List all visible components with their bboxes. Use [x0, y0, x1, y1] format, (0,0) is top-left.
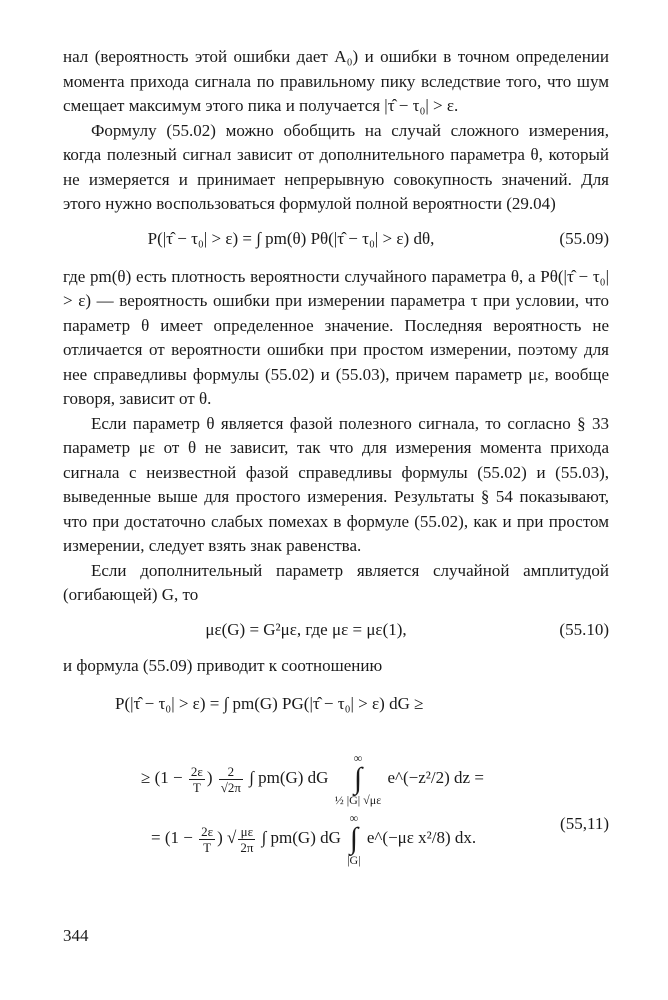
equation-55-11-line-1 [63, 692, 609, 744]
paragraph-6: и формула (55.09) приводит к соотношению [63, 655, 383, 675]
eq-line3-integrand: e^(−με x²/8) dx. [362, 827, 477, 847]
eq-line3-mid: ) √ [217, 827, 237, 847]
integral-sign: ∫ [353, 762, 363, 795]
eq-line2-lower: ½ |G| √με [334, 793, 382, 807]
equation-55-11-line-1-text: P(|τ̂ − τ₀| > ε) = ∫ pm(G) PG(|τ̂ − τ₀| > ε) dG ≥ [115, 694, 424, 713]
eq-line3-frac1-den: T [203, 839, 212, 855]
eq-line2-int: ∫ pm(G) dG [244, 767, 333, 787]
paragraph-1: нал (вероятность этой ошибки дает A₀) и ошибки в точном определении момента прихода сигнала по правильному пику вследствие того, что шум смещает максимум этого пика и получается |τ̂ − τ₀| > ε. [63, 47, 609, 115]
eq-line2-frac1 [189, 764, 205, 795]
eq-line2-frac2-num: 2 [219, 764, 243, 780]
eq-line2-pre: ≥ (1 − [141, 767, 187, 787]
paragraph-2: Формулу (55.02) можно обобщить на случай сложного измерения, когда полезный сигнал зависит от дополнительного параметра θ, который не измеряется и принимает непрерывную совокупность значений. Для этого нужно воспользоваться формулой полной вероятности (29.04) [63, 120, 609, 213]
page-content [63, 45, 609, 872]
integral-sign: ∫ [349, 822, 358, 855]
eq-line2-frac2-den: √2π [220, 779, 241, 795]
eq-line2-limits [335, 752, 382, 806]
equation-55-10 [63, 618, 609, 646]
equation-55-10-number: (55.10) [559, 619, 609, 639]
equation-55-09-lhs: P(|τ̂ − τ₀| > ε) = [147, 228, 257, 248]
eq-line2-integrand: e^(−z²/2) dz = [383, 767, 484, 787]
eq-line3-limits [347, 812, 360, 866]
eq-line2-frac2 [219, 764, 243, 795]
eq-line3-frac1 [199, 824, 215, 855]
paragraph-3: где pm(θ) есть плотность вероятности случайного параметра θ, а Pθ(|τ̂ − τ₀| > ε) — вероятность ошибки при измерении параметра τ при условии, что параметр θ имеет определенное значение. Последняя вероятность не отличается от вероятности ошибки при простом измерении, поэтому для нее справедливы формулы (55.02) и (55.03), причем параметр με, вообще говоря, зависит от θ. [63, 266, 609, 408]
eq-line3-frac1-num: 2ε [201, 823, 214, 839]
paragraph-4: Если параметр θ является фазой полезного сигнала, то согласно § 33 параметр με от θ не зависит, так что для измерения момента прихода сигнала с неизвестной фазой справедливы формулы (55.02) и (55.03), выведенные выше для простого измерения. Результаты § 54 показывают, что при достаточно слабых помехах в формуле (55.02), как и при простом измерении, следует взять знак равенства. [63, 413, 609, 555]
equation-55-10-body: με(G) = G²με, где με = με(1), [205, 619, 407, 639]
eq-line2-mid: ) [206, 767, 217, 787]
eq-line2-frac1-den: T [192, 779, 201, 795]
eq-line2-frac1-num: 2ε [190, 763, 203, 779]
eq-line3-frac2 [238, 824, 255, 855]
equation-55-09 [63, 227, 609, 257]
page-number: 344 [63, 926, 89, 945]
equation-55-09-number: (55.09) [559, 228, 609, 248]
equation-55-11-line-2 [63, 751, 609, 807]
eq-line3-upper: ∞ [349, 811, 359, 825]
eq-line3-int: ∫ pm(G) dG [257, 827, 346, 847]
eq-line3-frac2-num: με [238, 824, 255, 840]
eq-line3-frac2-den: 2π [240, 839, 254, 855]
equation-55-09-rhs: ∫ pm(θ) Pθ(|τ̂ − τ₀| > ε) dθ, [256, 228, 435, 248]
eq-line3-pre: = (1 − [151, 827, 198, 847]
paragraph-5: Если дополнительный параметр является случайной амплитудой (огибающей) G, то [63, 560, 609, 604]
equation-55-11-line-3 [63, 811, 609, 867]
equation-55-11-number: (55,11) [560, 814, 609, 833]
eq-line3-lower: |G| [347, 853, 361, 867]
eq-line2-upper: ∞ [353, 751, 363, 765]
